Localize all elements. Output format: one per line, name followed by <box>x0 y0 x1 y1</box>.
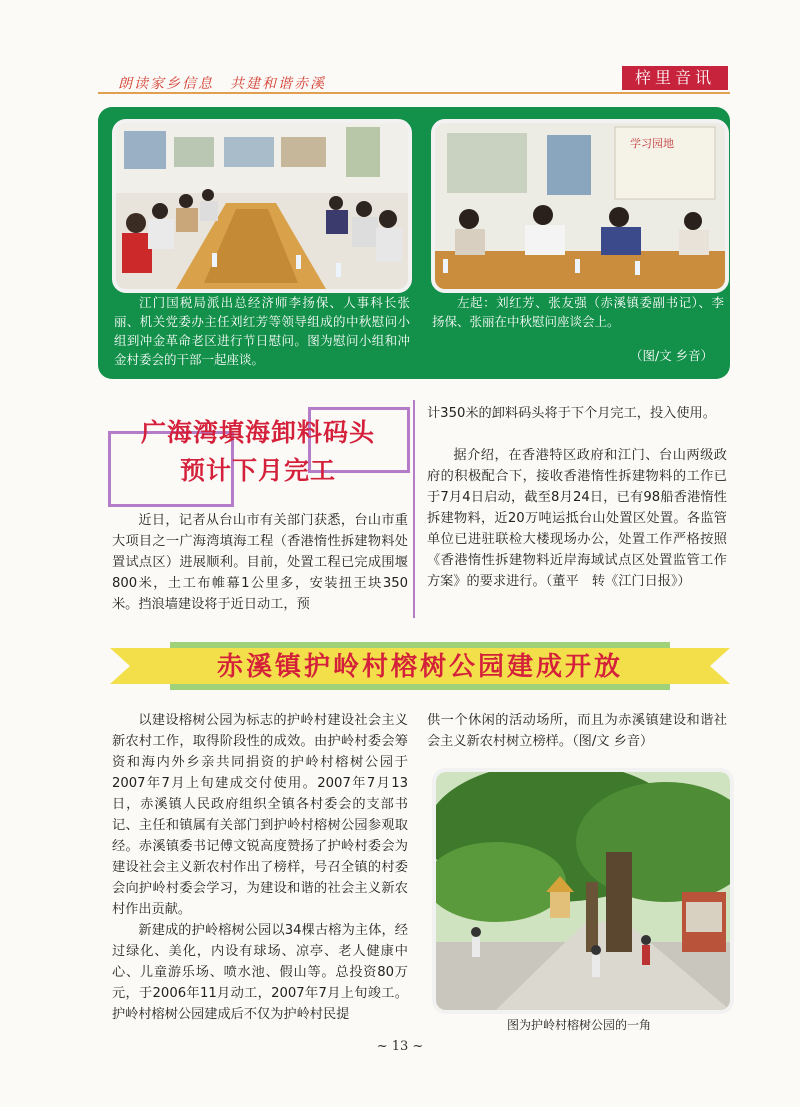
article1-para-right-1: 计350米的卸料码头将于下个月完工，投入使用。 <box>427 406 716 421</box>
article1-para-left: 近日，记者从台山市有关部门获悉，台山市重大项目之一广海湾填海工程（香港惰性拆建物料处置试点区）进展顺利。目前，处置工程已完成围堰800米，土工布帷幕1公里多，安装扭王块350米。挡浪墙建设将于近日动工，预 <box>112 513 408 612</box>
photo-feature-box <box>98 107 730 379</box>
article2-banner <box>110 640 730 692</box>
article2-para2: 新建成的护岭榕树公园以34棵古榕为主体，经过绿化、美化，内设有球场、凉亭、老人健康中心、儿童游乐场、喷水池、假山等。总投资80万元，于2006年11月动工，2007年7月上旬竣工。护岭村榕树公园建成后不仅为护岭村民提 <box>112 923 408 1022</box>
park-photo-caption: 图为护岭村榕树公园的一角 <box>506 1018 651 1032</box>
article1-headline <box>108 405 408 505</box>
header-slogan: 朗读家乡信息 共建和谐赤溪 <box>118 76 326 92</box>
caption-left: 江门国税局派出总经济师李扬保、人事科长张丽、机关党委办主任刘红芳等领导组成的中秋慰问小组到冲金革命老区进行节日慰问。图为慰问小组和冲金村委会的干部一起座谈。 <box>114 295 410 367</box>
meeting-photo-right <box>431 119 729 293</box>
article2-title: 赤溪镇护岭村榕树公园建成开放 <box>216 652 623 682</box>
article1-title-line1: 广海湾填海卸料码头 <box>140 418 375 447</box>
photo-credit: （图/文 乡音） <box>630 348 714 363</box>
caption-right: 左起：刘红芳、张友强（赤溪镇委副书记）、李扬保、张丽在中秋慰问座谈会上。 <box>432 295 724 329</box>
header-divider <box>98 92 730 94</box>
banyan-park-photo <box>432 768 734 1014</box>
column-divider <box>413 400 415 618</box>
article2-para1: 以建设榕树公园为标志的护岭村建设社会主义新农村工作，取得阶段性的成效。由护岭村委会筹资和海内外乡亲共同捐资的护岭村榕树公园于2007年7月上旬建成交付使用。2007年7月13日，赤溪镇人民政府组织全镇各村委会的支部书记、主任和镇属有关部门到护岭村榕树公园参观取经。赤溪镇委书记傅文锐高度赞扬了护岭村委会为建设社会主义新农村作出了榜样，号召全镇的村委会向护岭村委会学习，为建设和谐的社会主义新农村作出贡献。 <box>112 713 408 917</box>
meeting-room-illustration <box>116 123 408 289</box>
article1-para-right-2: 据介绍，在香港特区政府和江门、台山两级政府的积极配合下，接收香港惰性拆建物料的工作已于7月4日启动，截至8月24日，已有98船香港惰性拆建物料，近20万吨运抵台山处置区处置。各监管单位已进驻联检大楼现场办公，处置工作严格按照《香港惰性拆建物料近岸海域试点区处置监管工作方案》的要求进行。（董平 转《江门日报》） <box>427 448 727 589</box>
column-tag: 梓里音讯 <box>622 66 728 90</box>
page-number: ~ 13 ~ <box>376 1039 424 1054</box>
study-corner-sign: 学习园地 <box>630 137 674 150</box>
article1-title-line2: 预计下月完工 <box>179 456 336 485</box>
article2-para-right: 供一个休闲的活动场所，而且为赤溪镇建设和谐社会主义新农村树立榜样。（图/文 乡音） <box>427 713 727 749</box>
seated-officials-illustration <box>435 123 725 289</box>
banyan-tree-illustration <box>436 772 730 1010</box>
meeting-photo-left <box>112 119 412 293</box>
